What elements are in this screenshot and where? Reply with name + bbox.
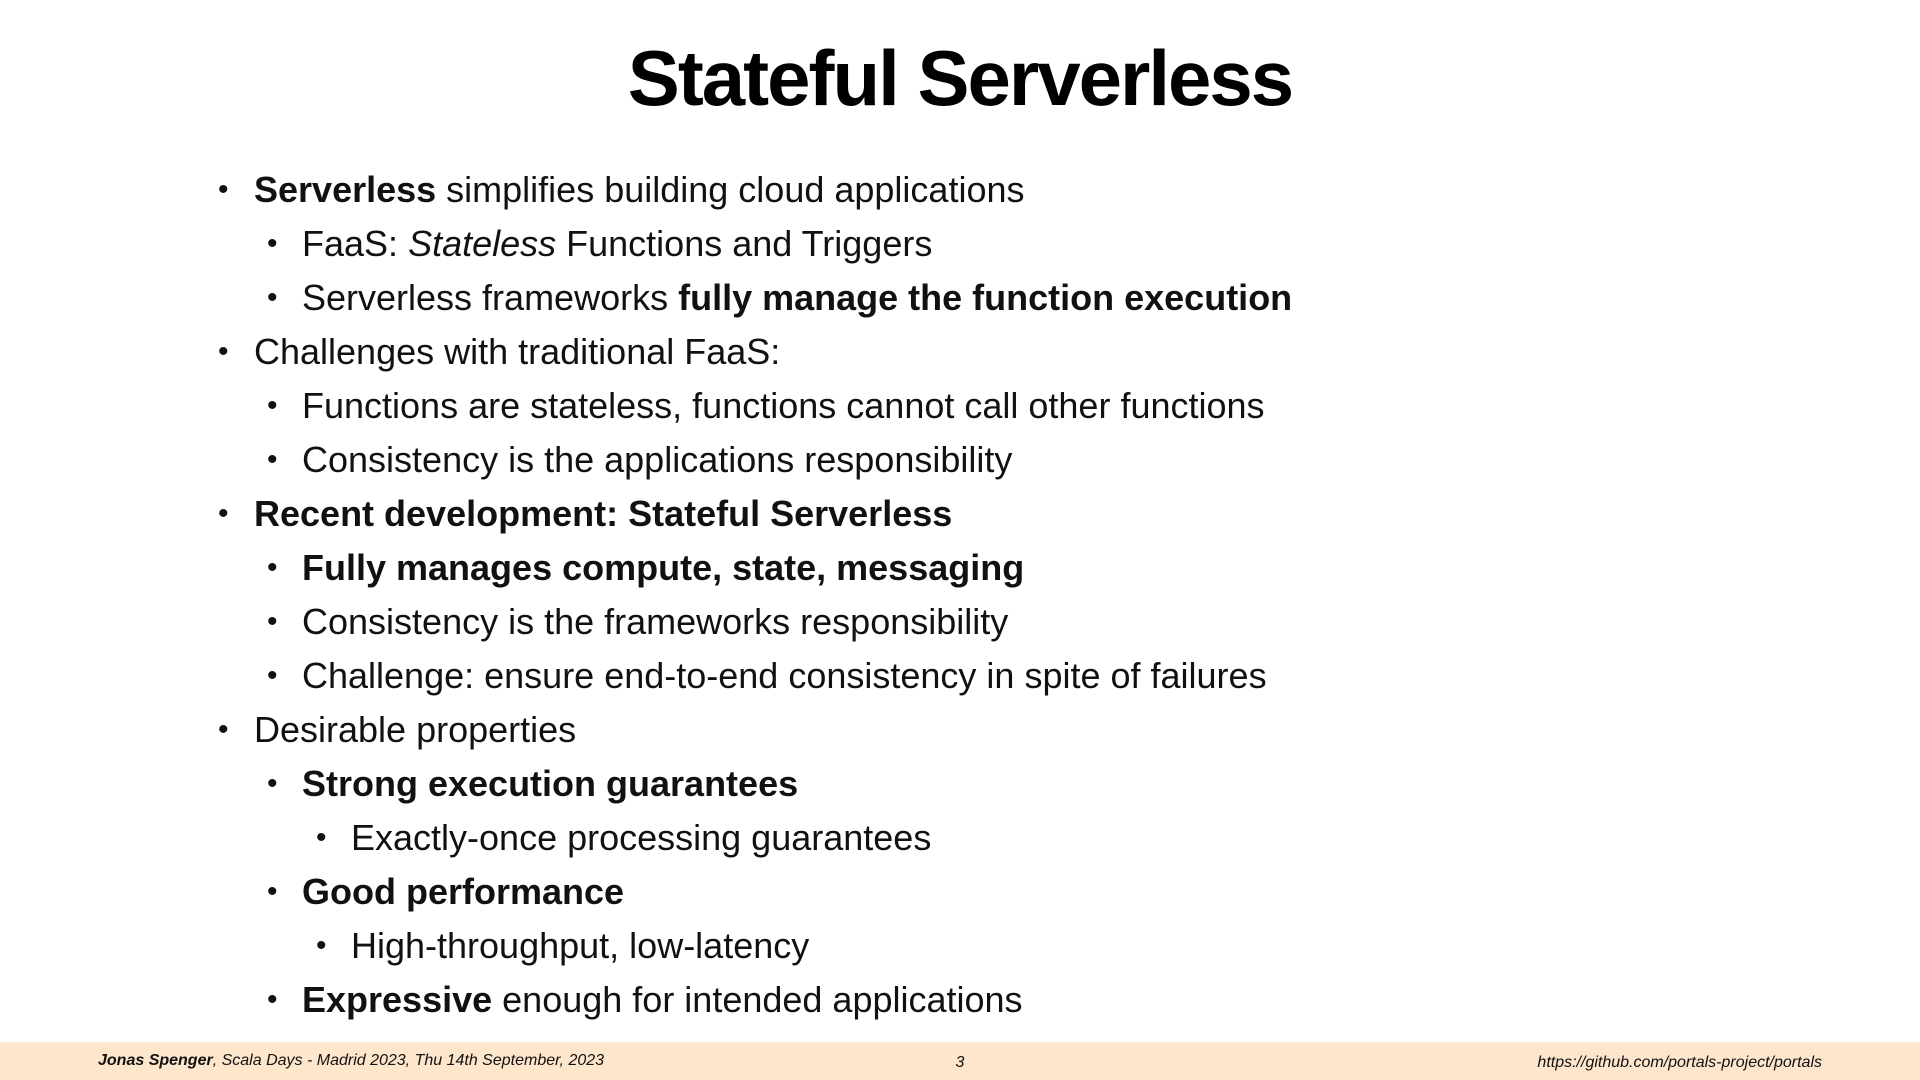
bullet-item xyxy=(0,649,1920,703)
bullet-text: Strong execution guarantees xyxy=(302,763,799,804)
bullet-item xyxy=(0,919,1920,973)
bullet-text: Challenges with traditional FaaS: xyxy=(254,331,781,372)
bullet-text xyxy=(302,271,1292,325)
bullet-item xyxy=(0,379,1920,433)
bullet-text: Consistency is the applications responsibility xyxy=(302,439,1013,480)
bullet-text: Fully manages compute, state, messaging xyxy=(302,547,1025,588)
bullet-dot-icon: • xyxy=(316,929,327,962)
bullet-dot-icon: • xyxy=(267,389,278,422)
bullet-dot-icon: • xyxy=(267,227,278,260)
bullet-text xyxy=(302,973,1023,1027)
bullet-text: Good performance xyxy=(302,871,625,912)
bullet-text: Challenge: ensure end-to-end consistency in spite of failures xyxy=(302,655,1267,696)
bullet-emphasis: Serverless xyxy=(254,169,437,210)
bullet-text-rest: simplifies building cloud applications xyxy=(436,169,1025,210)
bullet-item xyxy=(0,595,1920,649)
bullet-text: Desirable properties xyxy=(254,709,577,750)
bullet-text xyxy=(302,217,932,271)
bullet-dot-icon: • xyxy=(218,713,229,746)
bullet-item xyxy=(0,541,1920,595)
page-number: 3 xyxy=(955,1054,965,1071)
footer-credit xyxy=(98,1052,604,1070)
bullet-dot-icon: • xyxy=(316,821,327,854)
footer-author: Jonas Spenger xyxy=(98,1052,213,1069)
bullet-item xyxy=(0,163,1920,217)
bullet-text: High-throughput, low-latency xyxy=(351,925,810,966)
bullet-emphasis: fully manage the function execution xyxy=(678,277,1293,318)
bullet-item xyxy=(0,811,1920,865)
slide-footer xyxy=(0,1042,1920,1080)
bullet-dot-icon: • xyxy=(267,659,278,692)
bullet-italic: Stateless xyxy=(408,223,557,264)
bullet-emphasis: Expressive xyxy=(302,979,493,1020)
bullet-dot-icon: • xyxy=(267,875,278,908)
bullet-item xyxy=(0,325,1920,379)
bullet-text-prefix: FaaS: xyxy=(302,223,409,264)
bullet-text: Exactly-once processing guarantees xyxy=(351,817,932,858)
bullet-text: Functions are stateless, functions cannot call other functions xyxy=(302,385,1265,426)
bullet-text-prefix: Serverless frameworks xyxy=(302,277,679,318)
slide-title: Stateful Serverless xyxy=(627,34,1293,122)
bullet-text: Consistency is the frameworks responsibility xyxy=(302,601,1009,642)
bullet-text-rest: Functions and Triggers xyxy=(556,223,933,264)
footer-event: , Scala Days - Madrid 2023, Thu 14th September, 2023 xyxy=(212,1052,605,1069)
bullet-dot-icon: • xyxy=(218,173,229,206)
bullet-item xyxy=(0,757,1920,811)
bullet-dot-icon: • xyxy=(267,281,278,314)
bullet-text xyxy=(254,163,1025,217)
bullet-item xyxy=(0,433,1920,487)
bullet-item xyxy=(0,703,1920,757)
bullet-text: Recent development: Stateful Serverless xyxy=(254,493,953,534)
bullet-dot-icon: • xyxy=(267,551,278,584)
bullet-item xyxy=(0,217,1920,271)
bullet-dot-icon: • xyxy=(267,983,278,1016)
bullet-item xyxy=(0,487,1920,541)
bullet-item xyxy=(0,865,1920,919)
bullet-dot-icon: • xyxy=(218,497,229,530)
bullet-list xyxy=(0,163,1920,1027)
bullet-dot-icon: • xyxy=(267,605,278,638)
bullet-dot-icon: • xyxy=(267,767,278,800)
bullet-item xyxy=(0,973,1920,1027)
bullet-item xyxy=(0,271,1920,325)
footer-url: https://github.com/portals-project/portals xyxy=(1537,1054,1822,1071)
bullet-dot-icon: • xyxy=(267,443,278,476)
bullet-dot-icon: • xyxy=(218,335,229,368)
bullet-text-rest: enough for intended applications xyxy=(492,979,1023,1020)
